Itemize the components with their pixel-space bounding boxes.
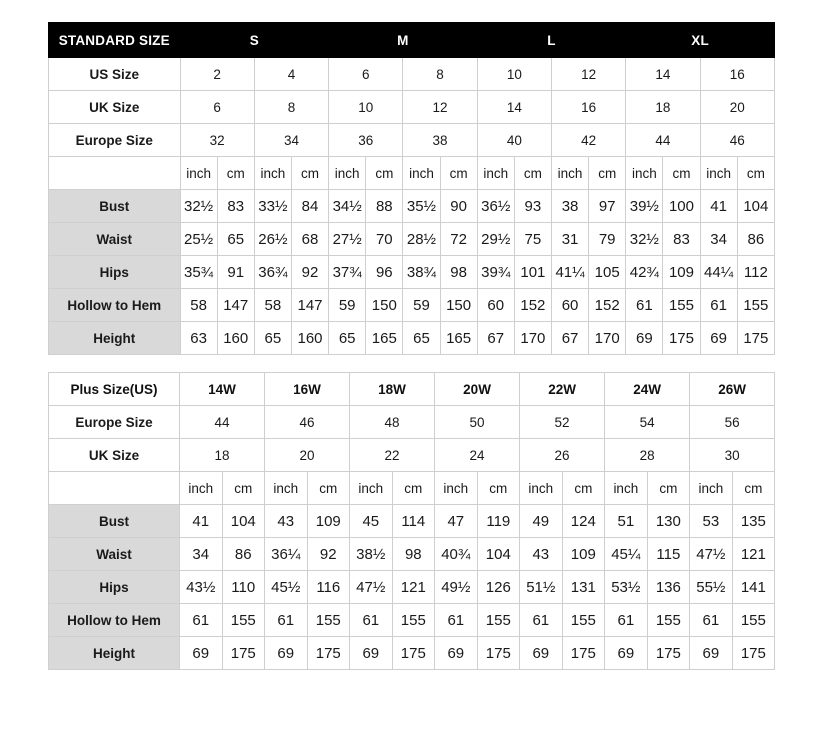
letter-size-xl: XL — [626, 23, 775, 58]
unit-cm: cm — [732, 472, 775, 505]
hollow-cm: 155 — [477, 604, 520, 637]
hips-cm: 131 — [562, 571, 605, 604]
bust-inch: 33½ — [254, 190, 291, 223]
table-row — [49, 322, 775, 355]
table-row — [49, 604, 775, 637]
bust-inch: 41 — [700, 190, 737, 223]
bust-inch: 39½ — [626, 190, 663, 223]
uk-size-value: 20 — [265, 439, 350, 472]
bust-inch: 53 — [690, 505, 733, 538]
us-size-value: 6 — [329, 58, 403, 91]
unit-inch: inch — [700, 157, 737, 190]
us-size-value: 8 — [403, 58, 477, 91]
hollow-cm: 155 — [307, 604, 350, 637]
hips-inch: 47½ — [350, 571, 393, 604]
row-label-hips: Hips — [49, 256, 181, 289]
uk-size-value: 28 — [605, 439, 690, 472]
unit-cm: cm — [222, 472, 265, 505]
waist-inch: 29½ — [477, 223, 514, 256]
row-label-hollow-to-hem: Hollow to Hem — [49, 604, 180, 637]
table-row — [49, 571, 775, 604]
us-size-value: 10 — [477, 58, 551, 91]
europe-size-value: 40 — [477, 124, 551, 157]
hollow-cm: 147 — [291, 289, 328, 322]
hips-cm: 96 — [366, 256, 403, 289]
hips-cm: 101 — [514, 256, 551, 289]
table-row — [49, 91, 775, 124]
europe-size-value: 48 — [350, 406, 435, 439]
uk-size-value: 24 — [435, 439, 520, 472]
height-inch: 65 — [403, 322, 440, 355]
waist-cm: 72 — [440, 223, 477, 256]
hips-inch: 38¾ — [403, 256, 440, 289]
hips-cm: 141 — [732, 571, 775, 604]
uk-size-value: 16 — [551, 91, 625, 124]
height-inch: 67 — [477, 322, 514, 355]
bust-inch: 35½ — [403, 190, 440, 223]
bust-inch: 41 — [180, 505, 223, 538]
unit-cm: cm — [562, 472, 605, 505]
uk-size-value: 14 — [477, 91, 551, 124]
europe-size-value: 34 — [254, 124, 328, 157]
unit-inch: inch — [626, 157, 663, 190]
hips-inch: 37¾ — [329, 256, 366, 289]
hollow-inch: 61 — [180, 604, 223, 637]
table-row — [49, 124, 775, 157]
europe-size-value: 50 — [435, 406, 520, 439]
waist-cm: 83 — [663, 223, 700, 256]
bust-cm: 130 — [647, 505, 690, 538]
bust-cm: 104 — [222, 505, 265, 538]
bust-inch: 43 — [265, 505, 308, 538]
height-inch: 69 — [180, 637, 223, 670]
row-label-height: Height — [49, 637, 180, 670]
hips-inch: 36¾ — [254, 256, 291, 289]
unit-cm: cm — [217, 157, 254, 190]
row-label-europe-size: Europe Size — [49, 124, 181, 157]
hips-inch: 39¾ — [477, 256, 514, 289]
waist-cm: 121 — [732, 538, 775, 571]
height-cm: 175 — [307, 637, 350, 670]
hollow-cm: 152 — [514, 289, 551, 322]
hips-inch: 42¾ — [626, 256, 663, 289]
hips-cm: 112 — [737, 256, 774, 289]
europe-size-value: 46 — [265, 406, 350, 439]
unit-inch: inch — [265, 472, 308, 505]
bust-inch: 34½ — [329, 190, 366, 223]
hollow-inch: 58 — [254, 289, 291, 322]
europe-size-value: 44 — [626, 124, 700, 157]
bust-cm: 88 — [366, 190, 403, 223]
standard-size-table — [48, 22, 775, 355]
waist-cm: 65 — [217, 223, 254, 256]
hollow-inch: 61 — [690, 604, 733, 637]
waist-inch: 45¼ — [605, 538, 648, 571]
plus-size-value: 14W — [180, 373, 265, 406]
hollow-cm: 155 — [647, 604, 690, 637]
bust-cm: 114 — [392, 505, 435, 538]
us-size-value: 2 — [180, 58, 254, 91]
height-cm: 175 — [647, 637, 690, 670]
europe-size-value: 42 — [551, 124, 625, 157]
height-inch: 69 — [605, 637, 648, 670]
waist-cm: 86 — [222, 538, 265, 571]
unit-inch: inch — [690, 472, 733, 505]
bust-cm: 104 — [737, 190, 774, 223]
table-row — [49, 58, 775, 91]
table-row — [49, 505, 775, 538]
hips-inch: 51½ — [520, 571, 563, 604]
hollow-inch: 61 — [700, 289, 737, 322]
hips-cm: 98 — [440, 256, 477, 289]
waist-cm: 115 — [647, 538, 690, 571]
row-label-bust: Bust — [49, 190, 181, 223]
row-label-hollow-to-hem: Hollow to Hem — [49, 289, 181, 322]
waist-cm: 75 — [514, 223, 551, 256]
plus-size-value: 26W — [690, 373, 775, 406]
height-cm: 175 — [732, 637, 775, 670]
height-cm: 170 — [589, 322, 626, 355]
waist-inch: 31 — [551, 223, 588, 256]
bust-inch: 36½ — [477, 190, 514, 223]
unit-cm: cm — [291, 157, 328, 190]
hips-inch: 53½ — [605, 571, 648, 604]
waist-inch: 27½ — [329, 223, 366, 256]
europe-size-value: 36 — [329, 124, 403, 157]
bust-cm: 135 — [732, 505, 775, 538]
hollow-inch: 61 — [350, 604, 393, 637]
europe-size-value: 44 — [180, 406, 265, 439]
table-row — [49, 256, 775, 289]
unit-inch: inch — [605, 472, 648, 505]
bust-cm: 83 — [217, 190, 254, 223]
unit-cm: cm — [307, 472, 350, 505]
uk-size-value: 8 — [254, 91, 328, 124]
unit-inch: inch — [329, 157, 366, 190]
unit-inch: inch — [551, 157, 588, 190]
height-cm: 165 — [440, 322, 477, 355]
table-row — [49, 637, 775, 670]
unit-cm: cm — [647, 472, 690, 505]
waist-cm: 79 — [589, 223, 626, 256]
hips-cm: 116 — [307, 571, 350, 604]
waist-inch: 34 — [700, 223, 737, 256]
us-size-value: 14 — [626, 58, 700, 91]
hollow-cm: 150 — [440, 289, 477, 322]
unit-cm: cm — [663, 157, 700, 190]
hollow-inch: 61 — [605, 604, 648, 637]
europe-size-value: 56 — [690, 406, 775, 439]
hollow-cm: 147 — [217, 289, 254, 322]
height-cm: 175 — [737, 322, 774, 355]
height-inch: 65 — [329, 322, 366, 355]
bust-cm: 93 — [514, 190, 551, 223]
hollow-cm: 155 — [562, 604, 605, 637]
standard-header-row — [49, 23, 775, 58]
plus-size-value: 24W — [605, 373, 690, 406]
bust-cm: 119 — [477, 505, 520, 538]
height-cm: 160 — [291, 322, 328, 355]
europe-size-value: 46 — [700, 124, 774, 157]
bust-cm: 109 — [307, 505, 350, 538]
unit-inch: inch — [180, 472, 223, 505]
hips-inch: 49½ — [435, 571, 478, 604]
uk-size-value: 6 — [180, 91, 254, 124]
hollow-inch: 58 — [180, 289, 217, 322]
hips-inch: 45½ — [265, 571, 308, 604]
waist-inch: 47½ — [690, 538, 733, 571]
hips-cm: 92 — [291, 256, 328, 289]
unit-cm: cm — [514, 157, 551, 190]
height-inch: 69 — [520, 637, 563, 670]
table-row — [49, 223, 775, 256]
hollow-cm: 150 — [366, 289, 403, 322]
height-inch: 69 — [690, 637, 733, 670]
plus-size-value: 22W — [520, 373, 605, 406]
height-inch: 69 — [626, 322, 663, 355]
uk-size-value: 18 — [626, 91, 700, 124]
plus-size-value: 20W — [435, 373, 520, 406]
unit-inch: inch — [520, 472, 563, 505]
hips-cm: 121 — [392, 571, 435, 604]
hollow-cm: 155 — [737, 289, 774, 322]
height-cm: 175 — [663, 322, 700, 355]
us-size-value: 12 — [551, 58, 625, 91]
plus-title: Plus Size(US) — [49, 373, 180, 406]
letter-size-l: L — [477, 23, 626, 58]
bust-cm: 100 — [663, 190, 700, 223]
row-label-uk-size: UK Size — [49, 91, 181, 124]
europe-size-value: 52 — [520, 406, 605, 439]
waist-cm: 70 — [366, 223, 403, 256]
letter-size-s: S — [180, 23, 329, 58]
row-label-bust: Bust — [49, 505, 180, 538]
unit-inch: inch — [477, 157, 514, 190]
waist-cm: 109 — [562, 538, 605, 571]
hollow-cm: 155 — [392, 604, 435, 637]
hips-inch: 44¼ — [700, 256, 737, 289]
waist-inch: 25½ — [180, 223, 217, 256]
row-label-blank — [49, 157, 181, 190]
row-label-height: Height — [49, 322, 181, 355]
hips-inch: 41¼ — [551, 256, 588, 289]
europe-size-value: 32 — [180, 124, 254, 157]
height-inch: 69 — [435, 637, 478, 670]
uk-size-value: 26 — [520, 439, 605, 472]
hips-cm: 136 — [647, 571, 690, 604]
uk-size-value: 10 — [329, 91, 403, 124]
uk-size-value: 12 — [403, 91, 477, 124]
row-label-waist: Waist — [49, 538, 180, 571]
hips-cm: 110 — [222, 571, 265, 604]
height-inch: 69 — [700, 322, 737, 355]
uk-size-value: 18 — [180, 439, 265, 472]
height-inch: 69 — [265, 637, 308, 670]
hollow-cm: 152 — [589, 289, 626, 322]
plus-size-table — [48, 372, 775, 670]
plus-size-value: 18W — [350, 373, 435, 406]
waist-cm: 104 — [477, 538, 520, 571]
hollow-inch: 61 — [435, 604, 478, 637]
uk-size-value: 30 — [690, 439, 775, 472]
us-size-value: 16 — [700, 58, 774, 91]
waist-cm: 98 — [392, 538, 435, 571]
hips-inch: 43½ — [180, 571, 223, 604]
row-label-us-size: US Size — [49, 58, 181, 91]
table-row — [49, 289, 775, 322]
waist-inch: 32½ — [626, 223, 663, 256]
hips-cm: 91 — [217, 256, 254, 289]
waist-inch: 28½ — [403, 223, 440, 256]
bust-inch: 38 — [551, 190, 588, 223]
hollow-inch: 60 — [551, 289, 588, 322]
unit-cm: cm — [589, 157, 626, 190]
plus-size-value: 16W — [265, 373, 350, 406]
unit-cm: cm — [737, 157, 774, 190]
bust-cm: 90 — [440, 190, 477, 223]
height-inch: 65 — [254, 322, 291, 355]
unit-inch: inch — [403, 157, 440, 190]
waist-cm: 86 — [737, 223, 774, 256]
waist-inch: 26½ — [254, 223, 291, 256]
hips-cm: 126 — [477, 571, 520, 604]
row-label-europe-size: Europe Size — [49, 406, 180, 439]
hips-inch: 55½ — [690, 571, 733, 604]
unit-cm: cm — [392, 472, 435, 505]
hollow-cm: 155 — [663, 289, 700, 322]
table-row — [49, 439, 775, 472]
europe-size-value: 54 — [605, 406, 690, 439]
hollow-inch: 59 — [329, 289, 366, 322]
bust-inch: 51 — [605, 505, 648, 538]
height-inch: 63 — [180, 322, 217, 355]
waist-inch: 34 — [180, 538, 223, 571]
hollow-cm: 155 — [732, 604, 775, 637]
height-cm: 175 — [222, 637, 265, 670]
bust-inch: 45 — [350, 505, 393, 538]
height-cm: 175 — [562, 637, 605, 670]
hollow-inch: 61 — [520, 604, 563, 637]
row-label-hips: Hips — [49, 571, 180, 604]
height-cm: 175 — [392, 637, 435, 670]
height-inch: 69 — [350, 637, 393, 670]
us-size-value: 4 — [254, 58, 328, 91]
unit-inch: inch — [350, 472, 393, 505]
unit-inch: inch — [435, 472, 478, 505]
row-label-blank — [49, 472, 180, 505]
waist-inch: 36¼ — [265, 538, 308, 571]
bust-cm: 124 — [562, 505, 605, 538]
plus-size-table-wrap — [48, 372, 775, 670]
unit-row — [49, 472, 775, 505]
bust-cm: 84 — [291, 190, 328, 223]
height-cm: 165 — [366, 322, 403, 355]
hollow-inch: 59 — [403, 289, 440, 322]
table-row — [49, 538, 775, 571]
hollow-inch: 61 — [626, 289, 663, 322]
row-label-uk-size: UK Size — [49, 439, 180, 472]
height-cm: 170 — [514, 322, 551, 355]
row-label-waist: Waist — [49, 223, 181, 256]
standard-title: STANDARD SIZE — [49, 23, 181, 58]
height-cm: 160 — [217, 322, 254, 355]
unit-cm: cm — [477, 472, 520, 505]
table-row — [49, 406, 775, 439]
hips-cm: 105 — [589, 256, 626, 289]
hollow-inch: 61 — [265, 604, 308, 637]
waist-cm: 68 — [291, 223, 328, 256]
uk-size-value: 22 — [350, 439, 435, 472]
waist-inch: 43 — [520, 538, 563, 571]
letter-size-m: M — [329, 23, 478, 58]
hollow-inch: 60 — [477, 289, 514, 322]
unit-row — [49, 157, 775, 190]
standard-size-table-wrap — [48, 22, 775, 355]
height-cm: 175 — [477, 637, 520, 670]
europe-size-value: 38 — [403, 124, 477, 157]
unit-inch: inch — [254, 157, 291, 190]
hips-cm: 109 — [663, 256, 700, 289]
bust-inch: 32½ — [180, 190, 217, 223]
waist-inch: 38½ — [350, 538, 393, 571]
bust-cm: 97 — [589, 190, 626, 223]
plus-header-row — [49, 373, 775, 406]
uk-size-value: 20 — [700, 91, 774, 124]
unit-cm: cm — [440, 157, 477, 190]
table-row — [49, 190, 775, 223]
unit-inch: inch — [180, 157, 217, 190]
hips-inch: 35¾ — [180, 256, 217, 289]
waist-inch: 40¾ — [435, 538, 478, 571]
waist-cm: 92 — [307, 538, 350, 571]
bust-inch: 49 — [520, 505, 563, 538]
unit-cm: cm — [366, 157, 403, 190]
hollow-cm: 155 — [222, 604, 265, 637]
bust-inch: 47 — [435, 505, 478, 538]
height-inch: 67 — [551, 322, 588, 355]
